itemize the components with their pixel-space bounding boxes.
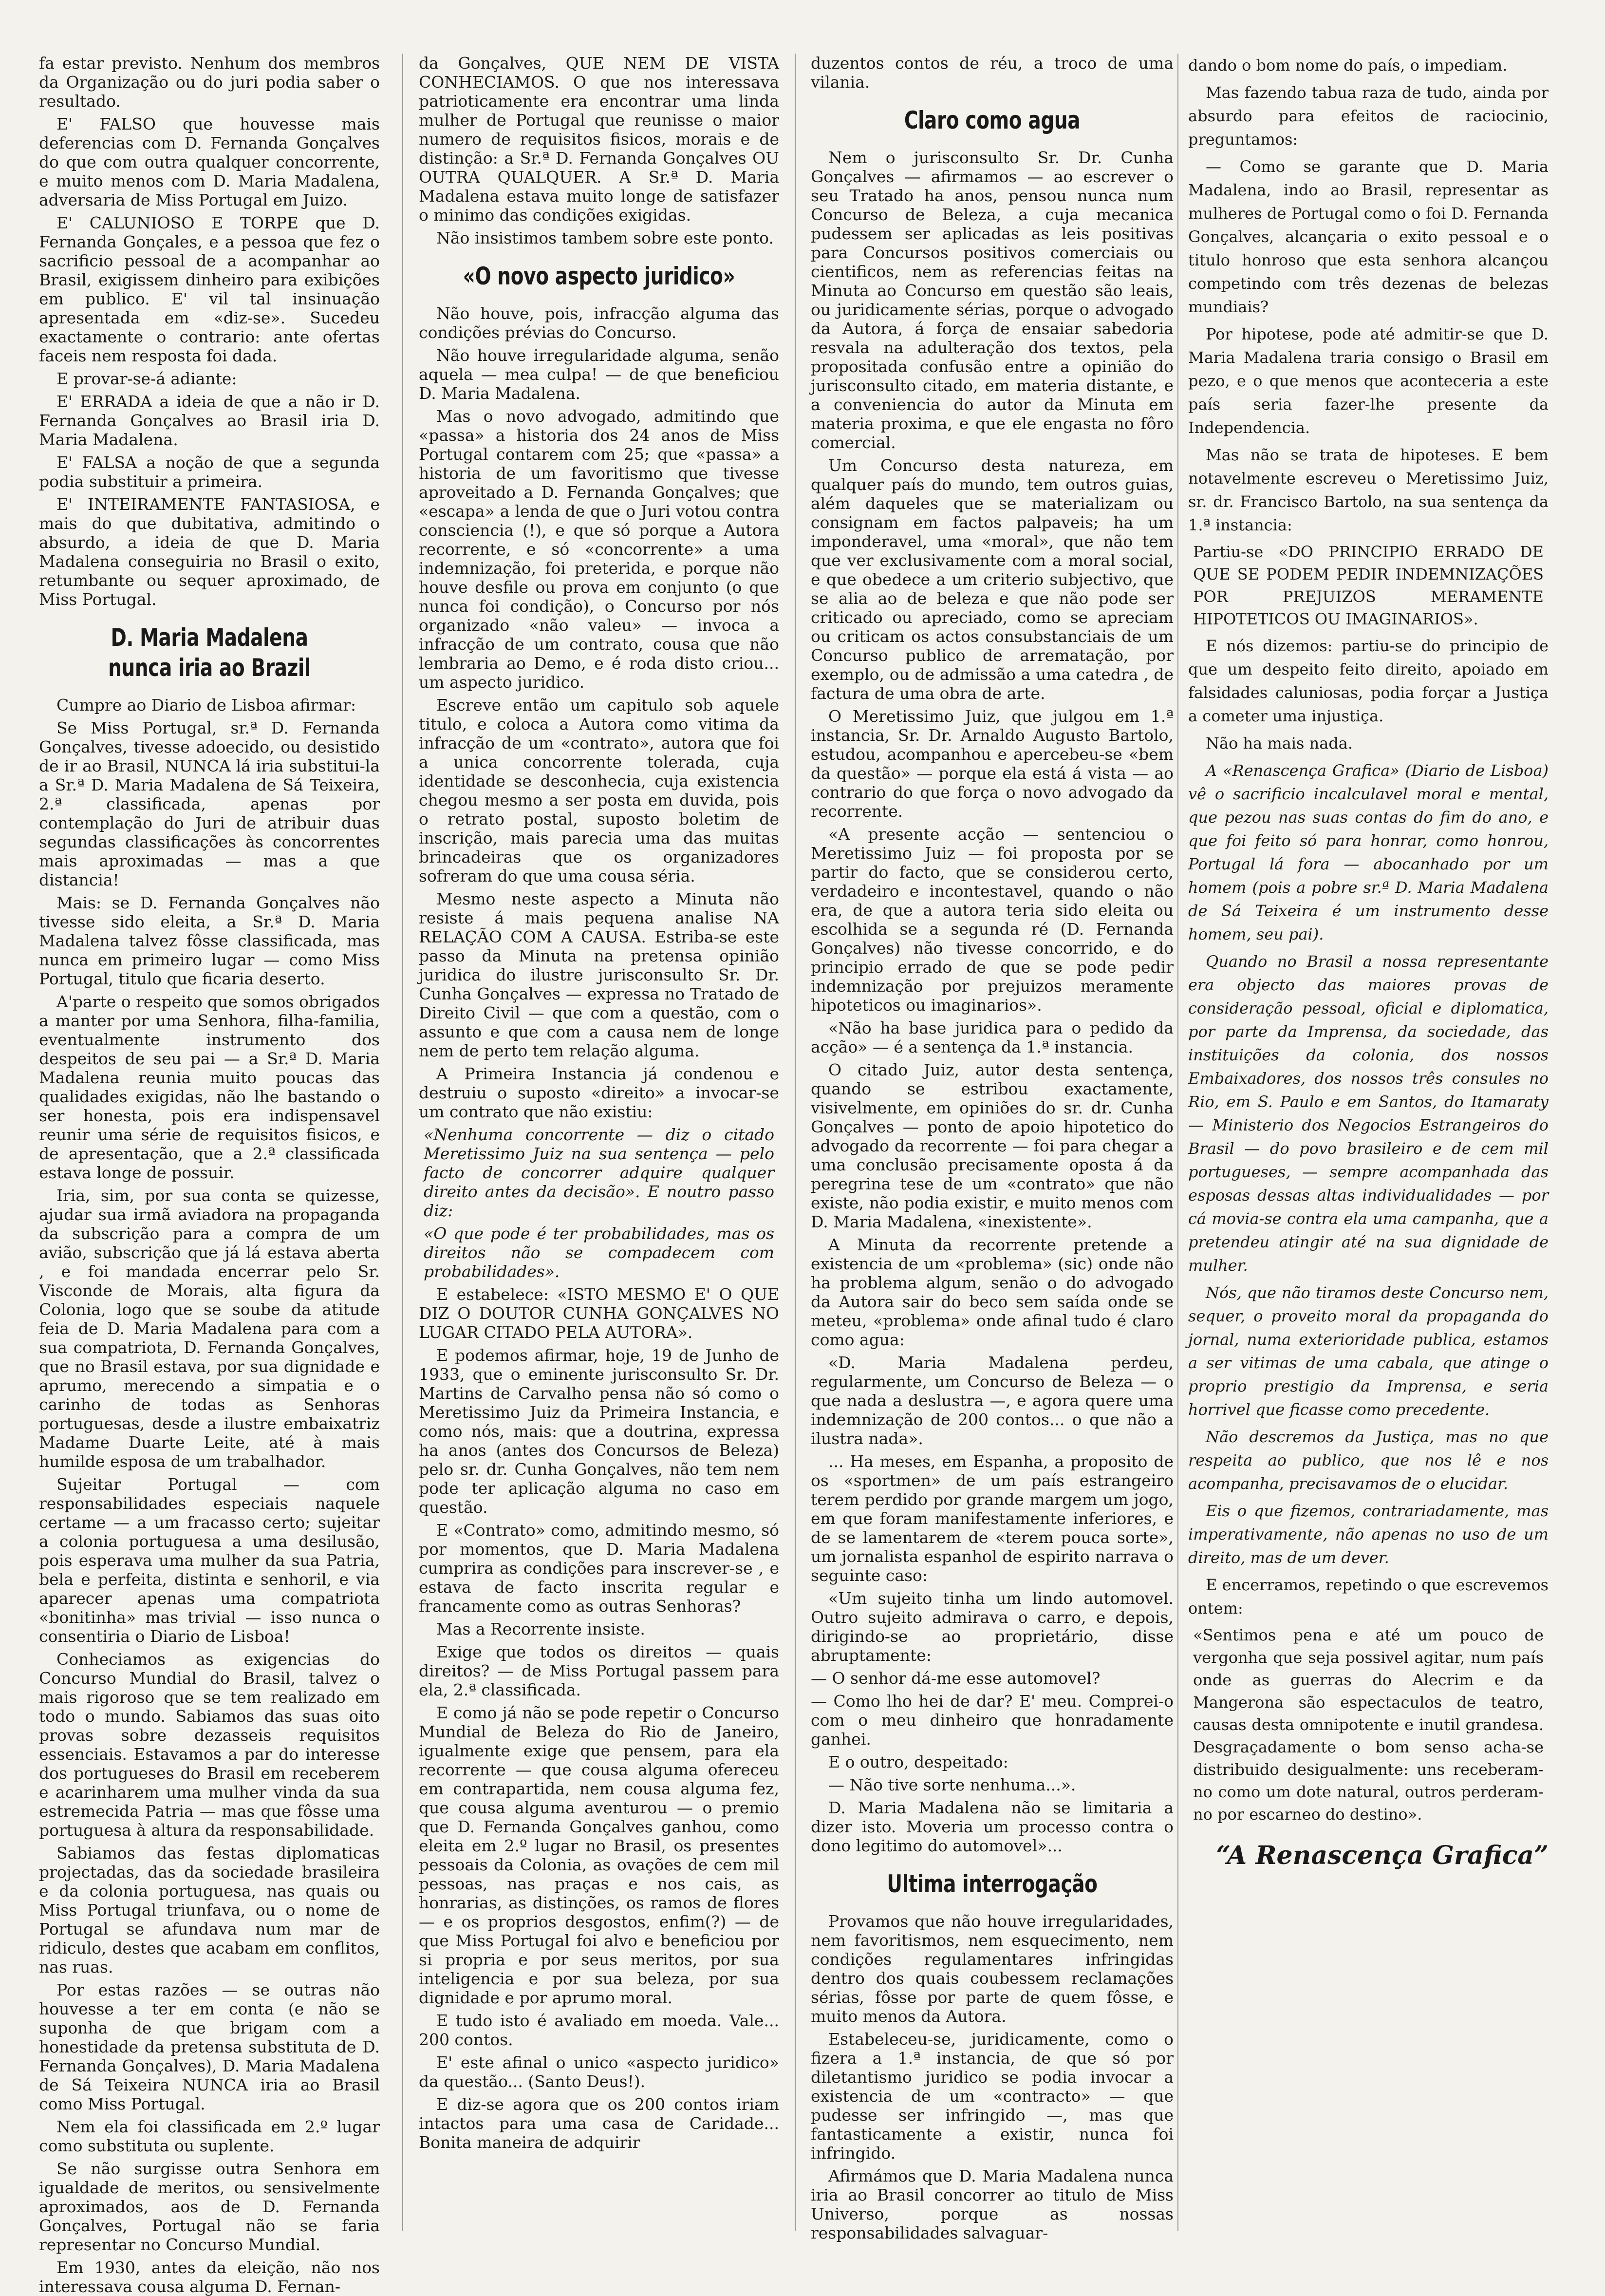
section-heading: Ultima interrogação <box>887 1870 1098 1898</box>
column-2 <box>419 54 779 2260</box>
paragraph: A'parte o respeito que somos obrigados a manter por uma Senhora, filha-familia, eventualmente instrumento dos despeitos de seu pai — a Sr.ª D. Maria Madalena reunia muito poucas das qualidades exigidas, não lhe bastando o ser honesta, pois era indispensavel reunir uma série de requisitos fisicos, e de apresentação, que a 2.ª classificada estava longe de possuir. <box>39 992 380 1182</box>
paragraph: duzentos contos de réu, a troco de uma vilania. <box>811 54 1174 92</box>
paragraph: E tudo isto é avaliado em moeda. Vale... 200 contos. <box>419 2011 779 2049</box>
column-rule <box>1177 54 1178 2231</box>
paragraph: Não insistimos tambem sobre este ponto. <box>436 228 774 247</box>
paragraph: E diz-se agora que os 200 contos iriam intactos para uma casa de Caridade... Bonita maneira de adquirir <box>419 2095 779 2152</box>
paragraph: E' FALSA a noção de que a segunda podia substituir a primeira. <box>39 453 380 491</box>
paragraph: Exige que todos os direitos — quais direitos? — de Miss Portugal passem para ela, 2.ª classificada. <box>419 1642 779 1699</box>
column-1-intro <box>39 54 380 609</box>
section-heading: D. Maria Madalena nunca iria ao Brazil <box>108 623 311 682</box>
column-1 <box>39 54 380 2296</box>
paragraph: Cumpre ao Diario de Lisboa afirmar: <box>56 696 356 715</box>
paragraph-italic: Eis o que fizemos, contrariadamente, mas imperativamente, não apenas no uso de um direito, mas de um dever. <box>1188 1502 1549 1567</box>
paragraph: — O senhor dá-me esse automovel? <box>811 1669 1101 1688</box>
paragraph: O Meretissimo Juiz, que julgou em 1.ª instancia, Sr. Dr. Arnaldo Augusto Bartolo, estudou, acompanhou e apercebeu-se «bem da questão» — porque ela está á vista — ao contrario do que força o novo advogado da recorrente. <box>811 707 1174 821</box>
signature: “A Renascença Grafica” <box>1216 1841 1549 1870</box>
paragraph: E estabelece: «ISTO MESMO E' O QUE DIZ O DOUTOR CUNHA GONÇALVES NO LUGAR CITADO PELA AUTORA». <box>419 1285 779 1342</box>
paragraph: E' CALUNIOSO E TORPE que D. Fernanda Gonçales, e a pessoa que fez o sacrificio pessoal de a acompanhar ao Brasil, exigissem dinheiro para exibições em publico. E' vil tal insinuação apresentada em «diz-se». Sucedeu exactamente o contrario: ante ofertas faceis nem resposta foi dada. <box>39 213 380 365</box>
paragraph: Não houve, pois, infracção alguma das condições prévias do Concurso. <box>419 304 779 342</box>
paragraph: Por hipotese, pode até admitir-se que D. Maria Madalena traria consigo o Brasil em pezo, e o que menos que aconteceria a este país seria fazer-lhe presente da Independencia. <box>1188 325 1549 437</box>
paragraph: E' este afinal o unico «aspecto juridico» da questão... (Santo Deus!). <box>419 2053 779 2091</box>
paragraph: «Não ha base juridica para o pedido da acção» — é a sentença da 1.ª instancia. <box>811 1018 1174 1056</box>
paragraph: Afirmámos que D. Maria Madalena nunca iria ao Brasil concorrer ao titulo de Miss Universo, porque as nossas responsabilidades salvaguar- <box>811 2166 1174 2242</box>
paragraph: fa estar previsto. Nenhum dos membros da Organização ou do juri podia saber o resultado. <box>39 54 380 111</box>
paragraph: «D. Maria Madalena perdeu, regularmente, um Concurso de Beleza — o que nada a deslustra —, e agora quere uma indemnização de 200 contos... o que não a ilustra nada». <box>811 1353 1174 1448</box>
paragraph: D. Maria Madalena não se limitaria a dizer isto. Moveria um processo contra o dono legitimo do automovel»... <box>811 1798 1174 1855</box>
column-rule <box>402 54 403 2231</box>
paragraph: A Primeira Instancia já condenou e destruiu o suposto «direito» a invocar-se um contrato que não existiu: <box>419 1064 779 1121</box>
paragraph: Não ha mais nada. <box>1206 734 1353 753</box>
paragraph: Provamos que não houve irregularidades, nem favoritismos, nem esquecimento, nem condições regulamentares infringidas dentro dos quais coubessem reclamações sérias, fôsse por parte de quem fôsse, e muito menos da Autora. <box>811 1912 1174 2026</box>
paragraph: Iria, sim, por sua conta se quizesse, ajudar sua irmã aviadora na propaganda da subscrição para a compra de um avião, subscrição que já lá estava aberta , e foi mandada encerrar pelo Sr. Visconde de Morais, alta figura da Colonia, logo que se soube da atitude feia de D. Maria Madalena para com a sua compatriota, D. Fernanda Gonçalves, que no Brasil estava, por sua dignidade e aprumo, merecendo a simpatia e o carinho de todas as Senhoras portuguesas, desde a ilustre embaixatriz Madame Duarte Leite, até à mais humilde esposa de um trabalhador. <box>39 1186 380 1471</box>
paragraph: E nós dizemos: partiu-se do principio de que um despeito feito direito, apoiado em falsidades caluniosas, podia forçar a Justiça a cometer uma injustiça. <box>1188 637 1549 725</box>
paragraph: Nem ela foi classificada em 2.º lugar como substituta ou suplente. <box>39 2117 380 2155</box>
paragraph: E «Contrato» como, admitindo mesmo, só por momentos, que D. Maria Madalena cumprira as condições para inscrever-se , e estava de facto inscrita regular e francamente como as outras Senhoras? <box>419 1521 779 1616</box>
paragraph: Em 1930, antes da eleição, não nos interessava cousa alguma D. Fernan- <box>39 2258 380 2296</box>
paragraph: E' ERRADA a ideia de que a não ir D. Fernanda Gonçalves ao Brasil iria D. Maria Madalena. <box>39 392 380 449</box>
quote: «O que pode é ter probabilidades, mas os direitos não se compadecem com probabilidades». <box>424 1224 774 1281</box>
paragraph: Mas não se trata de hipoteses. E bem notavelmente escreveu o Meretissimo Juiz, sr. dr. Francisco Bartolo, na sua sentença da 1.ª instancia: <box>1188 446 1549 534</box>
paragraph: — Como se garante que D. Maria Madalena, indo ao Brasil, representar as mulheres de Portugal como o foi D. Fernanda Gonçalves, alcançaria o exito pessoal e o titulo honroso que esta senhora alcançou competindo com três dezenas de belezas mundiais? <box>1188 157 1549 316</box>
column-3 <box>811 54 1174 2260</box>
column-1-body <box>39 696 380 2296</box>
paragraph: Estabeleceu-se, juridicamente, como o fizera a 1.ª instancia, de que só por diletantismo juridico se podia invocar a existencia de um «contracto» — que pudesse ser infringido —, mas que fantasticamente a existir, nunca foi infringido. <box>811 2030 1174 2163</box>
paragraph: Por estas razões — se outras não houvesse a ter em conta (e não se suponha de que brigam com a honestidade da pretensa substituta de D. Fernanda Gonçalves), D. Maria Madalena de Sá Teixeira NUNCA iria ao Brasil como Miss Portugal. <box>39 1980 380 2113</box>
paragraph: Mas fazendo tabua raza de tudo, ainda por absurdo para efeitos de raciocinio, preguntamos: <box>1188 83 1549 149</box>
paragraph-italic: Quando no Brasil a nossa representante era objecto das maiores provas de consideração pessoal, oficial e diplomatica, por parte da Imprensa, da sociedade, das instituições da colonia, dos nossos Embaixadores, dos nossos três consules no Rio, em S. Paulo e em Santos, do Itamaraty — Ministerio dos Negocios Estrangeiros do Brasil — do povo brasileiro e de cem mil portugueses, — sempre acompanhada das esposas dessas altas individualidades — por cá movia-se contra ela uma campanha, que a pretendeu atingir até na sua dignidade de mulher. <box>1188 952 1549 1275</box>
section-heading: Claro como agua <box>904 106 1081 134</box>
paragraph: Sujeitar Portugal — com responsabilidades especiais naquele certame — a um fracasso certo; sujeitar a colonia portuguesa a uma desilusão, pois esperava uma mulher da sua Patria, bela e perfeita, distinta e senhoril, e via aparecer apenas uma compatriota «bonitinha» mas trivial — isso nunca o consentiria o Diario de Lisboa! <box>39 1475 380 1646</box>
paragraph: dando o bom nome do país, o impediam. <box>1188 56 1508 75</box>
paragraph: — Não tive sorte nenhuma...». <box>828 1775 1076 1794</box>
quote: «Nenhuma concorrente — diz o citado Meretissimo Juiz na sua sentença — pelo facto de concorrer adquire qualquer direito antes da decisão». E noutro passo diz: <box>424 1125 774 1220</box>
paragraph: E' INTEIRAMENTE FANTASIOSA, e mais do que dubitativa, admitindo o absurdo, a ideia de que D. Maria Madalena conseguiria no Brasil o exito, retumbante ou sequer aproximado, de Miss Portugal. <box>39 495 380 609</box>
paragraph: Sabiamos das festas diplomaticas projectadas, das da sociedade brasileira e da colonia portuguesa, nas quais ou Miss Portugal triunfava, ou o nome de Portugal se afundava num mar de ridiculo, destes que acabam em conflitos, nas ruas. <box>39 1844 380 1976</box>
paragraph: E encerramos, repetindo o que escrevemos ontem: <box>1188 1576 1549 1618</box>
column-4 <box>1188 54 1549 2260</box>
paragraph: Nem o jurisconsulto Sr. Dr. Cunha Gonçalves — afirmamos — ao escrever o seu Tratado ha anos, pensou nunca num Concurso de Beleza, a cuja mecanica pudessem ser aplicadas as leis positivas para Concursos positivos comerciais ou cientificos, nem as referencias feitas na Minuta ao Concurso em questão são leais, ou juridicamente sérias, porque o advogado da Autora, á força de ensaiar sabedoria resvala na adulteração dos textos, pela propositada confusão entre a opinião do jurisconsulto citado, em materia distante, e a conveniencia do autor da Minuta em materia proxima, e que ele engasta no fôro comercial. <box>811 148 1174 452</box>
paragraph: Se não surgisse outra Senhora em igualdade de meritos, ou sensivelmente aproximados, aos de D. Fernanda Gonçalves, Portugal não se faria representar no Concurso Mundial. <box>39 2159 380 2254</box>
paragraph: O citado Juiz, autor desta sentença, quando se estribou exactamente, visivelmente, em opiniões do sr. dr. Cunha Gonçalves — ponto de apoio hipotetico do advogado da recorrente — foi para chegar a uma conclusão precisamente oposta á da peregrina tese de um «contrato» que não existe, não podia existir, e muito menos com D. Maria Madalena, «inexistente». <box>811 1060 1174 1231</box>
paragraph: da Gonçalves, QUE NEM DE VISTA CONHECIAMOS. O que nos interessava patrioticamente era encontrar uma linda mulher de Portugal que reunisse o maior numero de requisitos fisicos, morais e de distinção: a Sr.ª D. Fernanda Gonçalves OU OUTRA QUALQUER. A Sr.ª D. Maria Madalena estava muito longe de satisfazer o minimo das condições exigidas. <box>419 54 779 225</box>
paragraph: «Um sujeito tinha um lindo automovel. Outro sujeito admirava o carro, e depois, dirigindo-se ao proprietário, disse abruptamente: <box>811 1589 1174 1665</box>
paragraph: E provar-se-á adiante: <box>56 369 237 388</box>
paragraph: Conheciamos as exigencias do Concurso Mundial do Brasil, talvez o mais rigoroso que se tem realizado em todo o mundo. Sabiamos das suas oito provas sobre dezasseis requisitos essenciais. Estavamos a par do interesse dos portugueses do Brasil em receberem e acarinharem uma mulher vinda da sua estremecida Patria — mas que fôsse uma portuguesa à altura da responsabilidade. <box>39 1650 380 1840</box>
paragraph: ... Ha meses, em Espanha, a proposito de os «sportmen» de um país estrangeiro terem perdido por grande margem um jogo, em que foram manifestamente inferiores, e de se lamentarem de «terem pouca sorte», um jornalista espanhol de espirito narrava o seguinte caso: <box>811 1452 1174 1585</box>
section-heading: «O novo aspecto juridico» <box>463 262 735 290</box>
paragraph: Mais: se D. Fernanda Gonçalves não tivesse sido eleita, a Sr.ª D. Maria Madalena talvez fôsse classificada, mas nunca em primeiro lugar — como Miss Portugal, titulo que ficaria deserto. <box>39 893 380 988</box>
paragraph: E' FALSO que houvesse mais deferencias com D. Fernanda Gonçalves do que com outra qualquer concorrente, e muito menos com D. Maria Madalena, adversaria de Miss Portugal em Juizo. <box>39 114 380 209</box>
paragraph: Um Concurso desta natureza, em qualquer país do mundo, tem outros guias, além daqueles que se materializam ou consignam em factos palpaveis; ha um imponderavel, uma «moral», que não tem que ver exclusivamente com a moral social, e que obedece a um criterio subjectivo, que se alia ao de beleza e que não pode ser criticado ou apreciado, como se apreciam ou criticam os actos consubstanciais de um Concurso publico de arrematação, por exemplo, ou de admissão a uma catedra , de factura de uma obra de arte. <box>811 456 1174 703</box>
quote: «Sentimos pena e até um pouco de vergonha que seja possivel agitar, num país onde as guerras do Alecrim e da Mangerona são espectaculos de teatro, causas desta omnipotente e inutil grandesa. Desgraçadamente o bom senso acha-se distribuido desigualmente: uns receberam-no como um dote natural, outros perderam-no por escarneo do destino». <box>1193 1626 1544 1824</box>
paragraph-italic: Nós, que não tiramos deste Concurso nem, sequer, o proveito moral da propaganda do jornal, numa exterioridade publica, estamos a ser vitimas de uma cabala, que atinge o proprio prestigio da Imprensa, e seria horrivel que ficasse como precedente. <box>1188 1283 1549 1419</box>
paragraph-italic: A «Renascença Grafica» (Diario de Lisboa) vê o sacrificio incalculavel moral e mental, que pezou nas suas contas do fim do ano, e que foi feito só para honrar, como honrou, Portugal lá fora — abocanhado por um homem (pois a pobre sr.ª D. Maria Madalena de Sá Teixeira é um instrumento desse homem, seu pai). <box>1188 761 1549 943</box>
column-rule <box>795 54 796 2231</box>
paragraph: A Minuta da recorrente pretende a existencia de um «problema» (sic) onde não ha problema algum, senão o do advogado da Autora sair do beco sem saída onde se meteu, «problema» onde afinal tudo é claro como agua: <box>811 1235 1174 1349</box>
paragraph: E o outro, despeitado: <box>828 1752 1008 1771</box>
paragraph: Mas a Recorrente insiste. <box>436 1619 645 1638</box>
paragraph: Se Miss Portugal, sr.ª D. Fernanda Gonçalves, tivesse adoecido, ou desistido de ir ao Brasil, NUNCA lá iria substitui-la a Sr.ª D. Maria Madalena de Sá Teixeira, 2.ª classificada, apenas por contemplação do Juri de atribuir duas segundas classificações às concorrentes mais aproximadas — mas a que distancia! <box>39 718 380 889</box>
paragraph: Mas o novo advogado, admitindo que «passa» a historia dos 24 anos de Miss Portugal contarem com 25; que «passa» a historia de um favoritismo que tivesse aproveitado a D. Fernanda Gonçalves; que «escapa» a lenda de que o Juri votou contra consciencia (!), e que só porque a Autora recorrente, e só «concorrente» a uma indemnização, foi preterida, e porque não houve desfile ou prova em conjunto (o que nunca foi condição), o Concurso por nós organizado «não valeu» — invoca a infracção de um contrato, cousa que não lembraria ao Demo, e é roda disto criou... um aspecto juridico. <box>419 407 779 692</box>
paragraph: Mesmo neste aspecto a Minuta não resiste á mais pequena analise NA RELAÇÃO COM A CAUSA. Estriba-se este passo da Minuta na pretensa opinião juridica do ilustre jurisconsulto Sr. Dr. Cunha Gonçalves — expressa no Tratado de Direito Civil — que com a questão, com o assunto e que com a causa nem de longe nem de perto tem relação alguma. <box>419 889 779 1060</box>
quote: Partiu-se «DO PRINCIPIO ERRADO DE QUE SE PODEM PEDIR INDEMNIZAÇÕES POR PREJUIZOS MERAMENTE HIPOTETICOS OU IMAGINARIOS». <box>1193 543 1544 628</box>
paragraph: «A presente acção — sentenciou o Meretissimo Juiz — foi proposta por se partir do facto, que se considerou certo, verdadeiro e incontestavel, quando o não era, de que a autora teria sido eleita ou escolhida se a segunda ré (D. Fernanda Gonçalves) não tivesse concorrido, e do principio errado de que se pode pedir indemnização por prejuizos meramente hipoteticos ou imaginarios». <box>811 825 1174 1015</box>
paragraph: E como já não se pode repetir o Concurso Mundial de Beleza do Rio de Janeiro, igualmente exige que pensem, para ela recorrente — que cousa alguma ofereceu em contrapartida, nem cousa alguma fez, que cousa alguma aventurou — o premio que D. Fernanda Gonçalves ganhou, como eleita em 2.º lugar no Brasil, os presentes pessoais da Colonia, as ovações de cem mil pessoas, nas praças e nos cais, as honrarias, as distinções, os ramos de flores — e os proprios desgostos, enfim(?) — de que Miss Portugal foi alvo e beneficiou por si propria e por seus meritos, por sua inteligencia e por sua beleza, por sua dignidade e por aprumo moral. <box>419 1703 779 2007</box>
paragraph: E podemos afirmar, hoje, 19 de Junho de 1933, que o eminente jurisconsulto Sr. Dr. Martins de Carvalho pensa não só como o Meretissimo Juiz da Primeira Instancia, e como nós, mais: que a doutrina, expressa ha anos (antes dos Concursos de Beleza) pelo sr. dr. Cunha Gonçalves, não tem nem pode ter aplicação alguma no caso em questão. <box>419 1346 779 1517</box>
paragraph-italic: Não descremos da Justiça, mas no que respeita ao publico, que nos lê e nos acompanha, precisavamos de o elucidar. <box>1188 1428 1549 1493</box>
paragraph: — Como lho hei de dar? E' meu. Comprei-o com o meu dinheiro que honradamente ganhei. <box>811 1692 1174 1749</box>
paragraph: Não houve irregularidade alguma, senão aquela — mea culpa! — de que beneficiou D. Maria Madalena. <box>419 346 779 403</box>
paragraph: Escreve então um capitulo sob aquele titulo, e coloca a Autora como vitima da infracção de um «contrato», autora que foi a unica concorrente tolerada, cuja identidade se desconhecia, cuja existencia chegou mesmo a ser posta em duvida, pois o retrato postal, suposto boletim de inscrição, mais parecia uma das muitas brincadeiras que os organizadores sofreram do que uma cousa séria. <box>419 696 779 885</box>
